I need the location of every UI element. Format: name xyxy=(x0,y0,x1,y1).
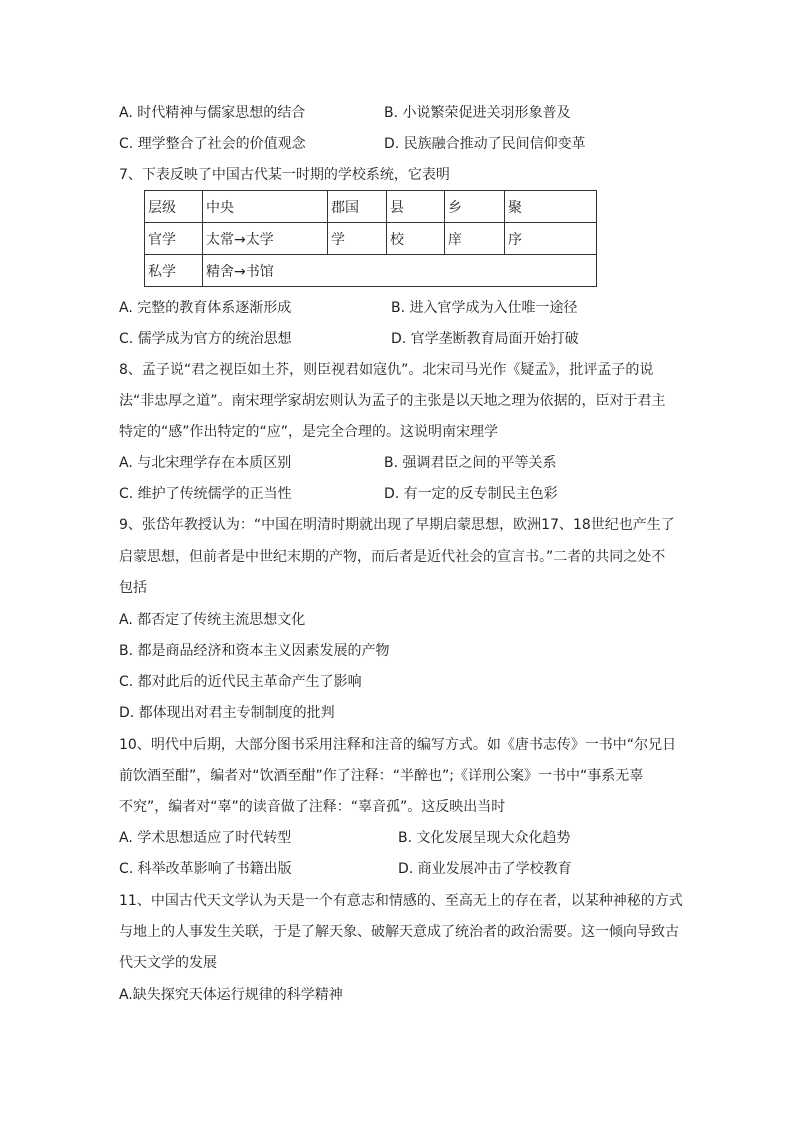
table-cell: 太常→太学 xyxy=(203,223,328,255)
q6-option-d: D. 民族融合推动了民间信仰变革 xyxy=(384,136,586,152)
table-cell: 学 xyxy=(328,223,387,255)
q7-stem: 7、下表反映了中国古代某一时期的学校系统，它表明 xyxy=(119,167,450,183)
q9-stem-line-2: 启蒙思想，但前者是中世纪末期的产物，而后者是近代社会的宣言书。”二者的共同之处不 xyxy=(119,549,666,565)
q10-stem-line-3: 不究”，编者对“辜”的读音做了注释：“辜音孤”。这反映出当时 xyxy=(119,799,506,815)
q10-option-c: C. 科举改革影响了书籍出版 xyxy=(119,861,292,877)
q11-stem-line-1: 11、中国古代天文学认为天是一个有意志和情感的、至高无上的存在者，以某种神秘的方式 xyxy=(119,893,683,909)
school-system-table xyxy=(144,190,597,287)
table-cell: 序 xyxy=(505,223,597,255)
table-cell: 郡国 xyxy=(328,191,387,223)
q7-option-b: B. 进入官学成为入仕唯一途径 xyxy=(391,300,578,316)
table-cell: 官学 xyxy=(145,223,203,255)
table-cell: 乡 xyxy=(445,191,505,223)
q9-option-b: B. 都是商品经济和资本主义因素发展的产物 xyxy=(119,643,390,659)
q8-option-b: B. 强调君臣之间的平等关系 xyxy=(384,455,557,471)
q10-option-d: D. 商业发展冲击了学校教育 xyxy=(398,861,572,877)
q6-option-c: C. 理学整合了社会的价值观念 xyxy=(119,136,306,152)
table-cell: 县 xyxy=(387,191,445,223)
q7-option-d: D. 官学垄断教育局面开始打破 xyxy=(391,331,579,347)
q8-option-d: D. 有一定的反专制民主色彩 xyxy=(384,486,558,502)
table-cell: 精舍→书馆 xyxy=(203,255,597,287)
q9-option-d: D. 都体现出对君主专制制度的批判 xyxy=(119,705,335,721)
table-cell: 层级 xyxy=(145,191,203,223)
q8-option-a: A. 与北宋理学存在本质区别 xyxy=(119,455,292,471)
q9-option-c: C. 都对此后的近代民主革命产生了影响 xyxy=(119,674,362,690)
q11-stem-line-3: 代天文学的发展 xyxy=(119,955,217,971)
q10-stem-line-2: 前饮酒至酣”，编者对“饮酒至酣”作了注释：“半醉也”;《详刑公案》一书中“事系无辜 xyxy=(119,768,644,784)
table-cell: 庠 xyxy=(445,223,505,255)
q9-option-a: A. 都否定了传统主流思想文化 xyxy=(119,612,306,628)
q10-option-b: B. 文化发展呈现大众化趋势 xyxy=(398,830,571,846)
table-row xyxy=(145,191,597,223)
q10-option-a: A. 学术思想适应了时代转型 xyxy=(119,830,292,846)
q10-stem-line-1: 10、明代中后期，大部分图书采用注释和注音的编写方式。如《唐书志传》一书中“尔兄日 xyxy=(119,737,677,753)
q9-stem-line-1: 9、张岱年教授认为：“中国在明清时期就出现了早期启蒙思想，欧洲17、18世纪也产生了 xyxy=(119,517,675,533)
q7-option-a: A. 完整的教育体系逐渐形成 xyxy=(119,300,292,316)
q8-stem-line-3: 特定的“感”作出特定的“应”，是完全合理的。这说明南宋理学 xyxy=(119,424,499,440)
table-cell: 聚 xyxy=(505,191,597,223)
table-row xyxy=(145,223,597,255)
q11-stem-line-2: 与地上的人事发生关联，于是了解天象、破解天意成了统治者的政治需要。这一倾向导致古 xyxy=(119,924,679,940)
q9-stem-line-3: 包括 xyxy=(119,580,147,596)
q6-option-a: A. 时代精神与儒家思想的结合 xyxy=(119,105,306,121)
q11-option-a: A.缺失探究天体运行规律的科学精神 xyxy=(119,987,343,1003)
table-cell: 校 xyxy=(387,223,445,255)
table-cell: 中央 xyxy=(203,191,328,223)
q7-option-c: C. 儒学成为官方的统治思想 xyxy=(119,331,292,347)
q8-stem-line-1: 8、孟子说“君之视臣如土芥，则臣视君如寇仇”。北宋司马光作《疑孟》，批评孟子的说 xyxy=(119,362,654,378)
table-cell: 私学 xyxy=(145,255,203,287)
table-row xyxy=(145,255,597,287)
q8-stem-line-2: 法“非忠厚之道”。南宋理学家胡宏则认为孟子的主张是以天地之理为依据的，臣对于君主 xyxy=(119,393,666,409)
q8-option-c: C. 维护了传统儒学的正当性 xyxy=(119,486,292,502)
q6-option-b: B. 小说繁荣促进关羽形象普及 xyxy=(384,105,571,121)
